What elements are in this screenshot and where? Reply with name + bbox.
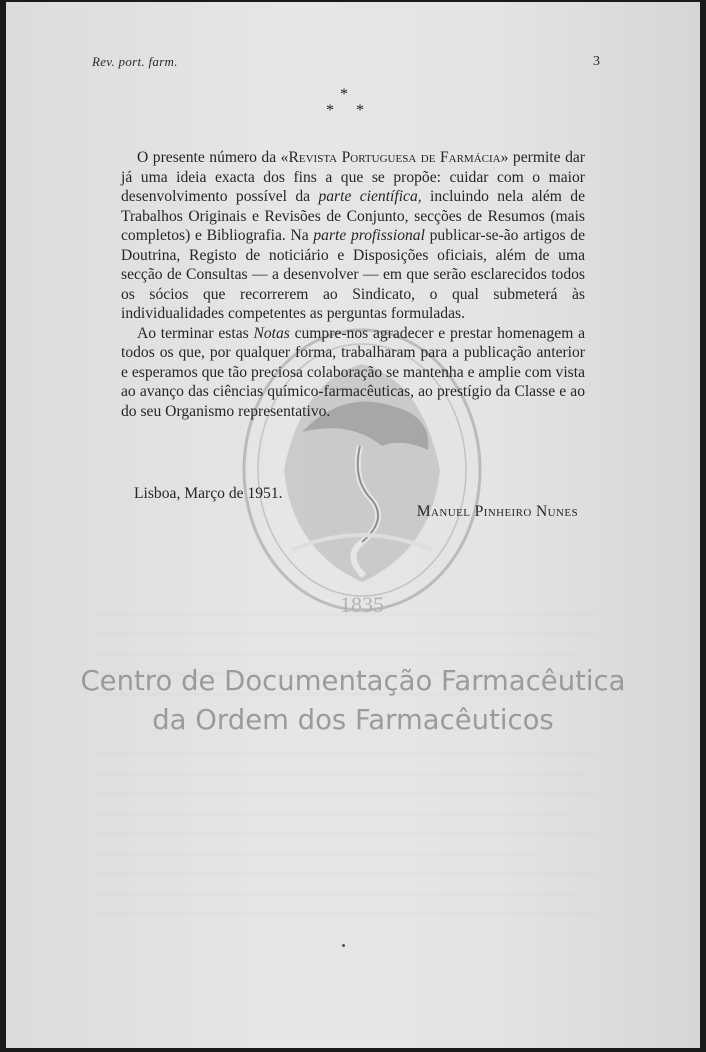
ink-dot [342, 944, 345, 947]
watermark-line-2: da Ordem dos Farmacêuticos [152, 704, 554, 736]
watermark-line-1: Centro de Documentação Farmacêutica [80, 665, 626, 697]
body-text [121, 148, 585, 421]
asterisk-top: * [340, 86, 348, 103]
emphasis-parte-cientifica: parte científica, [318, 188, 422, 205]
emphasis-parte-profissional: parte profissional [313, 227, 425, 244]
author-signature: Manuel Pinheiro Nunes [416, 503, 578, 520]
page-header [92, 54, 600, 72]
asterism [316, 86, 376, 126]
paragraph-2: Ao terminar estas Notas cumpre-nos agradecer e prestar homenagem a todos os que, por qualquer forma, trabalharam para a publicação anterior e esperamos que tão preciosa colaboração se mantenha e amplie com vista ao avanço das ciências químico-farmacêuticas, ao prestígio da Classe e ao do seu Organismo representativo. [121, 324, 585, 420]
emphasis-notas: Notas [253, 324, 290, 342]
page-number: 3 [593, 54, 600, 69]
seal-year: 1835 [340, 592, 384, 617]
document-page [6, 2, 700, 1048]
running-head: Rev. port. farm. [92, 54, 178, 69]
archive-watermark [6, 662, 700, 740]
place-date: Lisboa, Março de 1951. [134, 485, 283, 502]
asterisk-left: * [326, 102, 334, 119]
journal-name: Revista Portuguesa de Farmácia [288, 149, 501, 166]
asterisk-right: * [356, 102, 364, 119]
show-through-lines [6, 602, 700, 942]
paragraph-1: O presente número da «Revista Portuguesa de Farmácia» permite dar já uma ideia exacta dos fins a que se propõe: cuidar com o maior desenvolvimento possível da parte científica, incluindo nela além de Trabalhos Originais e Revisões de Conjunto, secções de Resumos (mais completos) e Bibliografia. Na parte profissional publicar-se-ão artigos de Doutrina, Registo de noticiário e Disposições oficiais, além de uma secção de Consultas — a desenvolver — em que serão esclarecidos todos os sócios que recorrerem ao Sindicato, o qual submeterá às individualidades competentes as perguntas formuladas. [121, 149, 585, 322]
